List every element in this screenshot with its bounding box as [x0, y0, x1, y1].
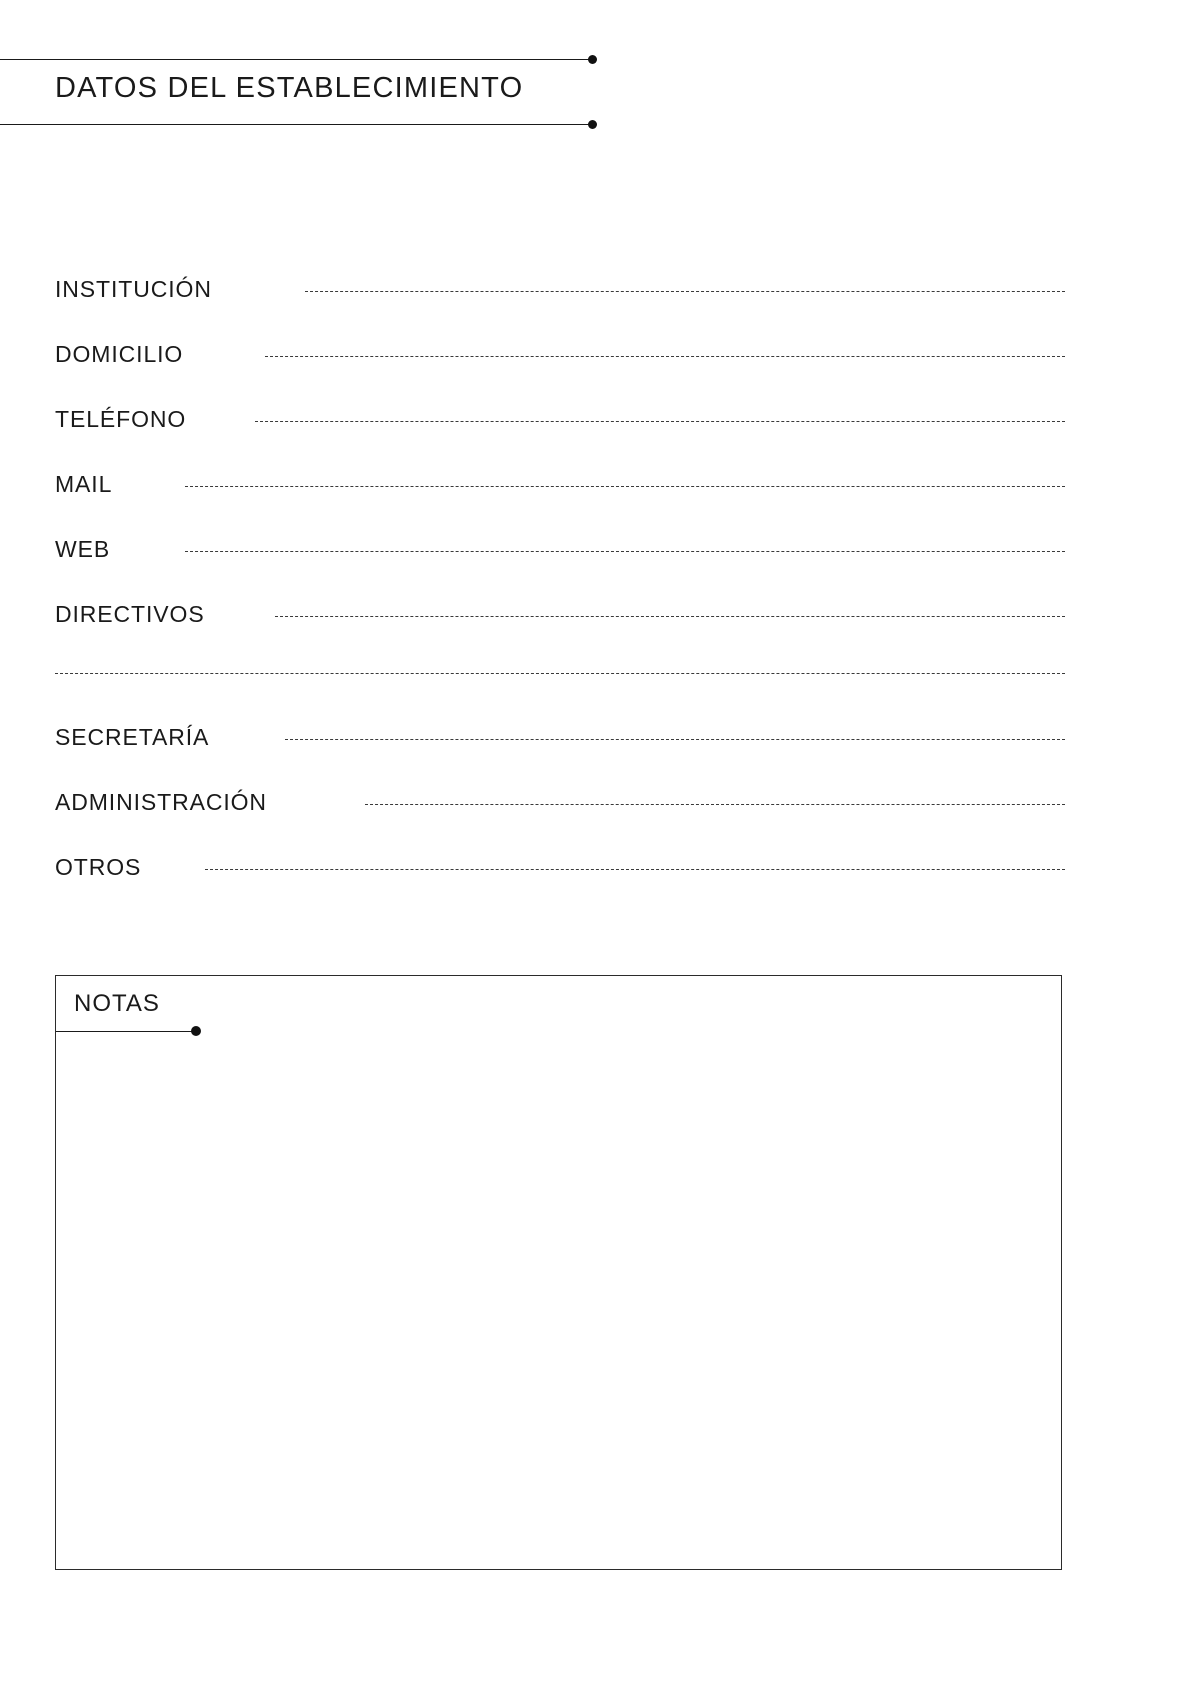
field-row-institucion[interactable]: [55, 275, 1065, 340]
establishment-fields: [55, 275, 1065, 918]
notes-underline: [56, 1031, 196, 1032]
field-line-institucion[interactable]: [305, 291, 1065, 293]
field-row-directivos[interactable]: [55, 600, 1065, 665]
field-line-directivos[interactable]: [275, 616, 1065, 618]
header-rule-top: [0, 59, 592, 60]
field-label-domicilio: DOMICILIO: [55, 341, 184, 367]
field-line-directivos-continuation[interactable]: [55, 673, 1065, 675]
field-label-telefono: TELÉFONO: [55, 406, 187, 432]
field-line-administracion[interactable]: [365, 804, 1065, 806]
page-header: [0, 40, 620, 130]
field-line-mail[interactable]: [185, 486, 1065, 488]
field-row-domicilio[interactable]: [55, 340, 1065, 405]
field-line-secretaria[interactable]: [285, 739, 1065, 741]
field-row-administracion[interactable]: [55, 788, 1065, 853]
notes-box[interactable]: [55, 975, 1062, 1570]
field-line-telefono[interactable]: [255, 421, 1065, 423]
field-row-mail[interactable]: [55, 470, 1065, 535]
notes-dot-icon: [191, 1026, 201, 1036]
field-line-otros[interactable]: [205, 869, 1065, 871]
field-row-telefono[interactable]: [55, 405, 1065, 470]
field-row-otros[interactable]: [55, 853, 1065, 918]
field-row-secretaria[interactable]: [55, 723, 1065, 788]
field-line-domicilio[interactable]: [265, 356, 1065, 358]
field-label-secretaria: SECRETARÍA: [55, 724, 210, 750]
field-label-web: WEB: [55, 536, 111, 562]
header-rule-bottom: [0, 124, 592, 125]
field-row-directivos-continuation[interactable]: [55, 665, 1065, 723]
page-title: DATOS DEL ESTABLECIMIENTO: [55, 72, 524, 104]
field-label-administracion: ADMINISTRACIÓN: [55, 789, 267, 815]
field-line-web[interactable]: [185, 551, 1065, 553]
field-row-web[interactable]: [55, 535, 1065, 600]
field-label-institucion: INSTITUCIÓN: [55, 276, 212, 302]
header-dot-bottom-icon: [588, 120, 597, 129]
field-label-otros: OTROS: [55, 854, 142, 880]
field-label-mail: MAIL: [55, 471, 113, 497]
field-label-directivos: DIRECTIVOS: [55, 601, 205, 627]
header-dot-top-icon: [588, 55, 597, 64]
notes-label: NOTAS: [74, 990, 160, 1017]
